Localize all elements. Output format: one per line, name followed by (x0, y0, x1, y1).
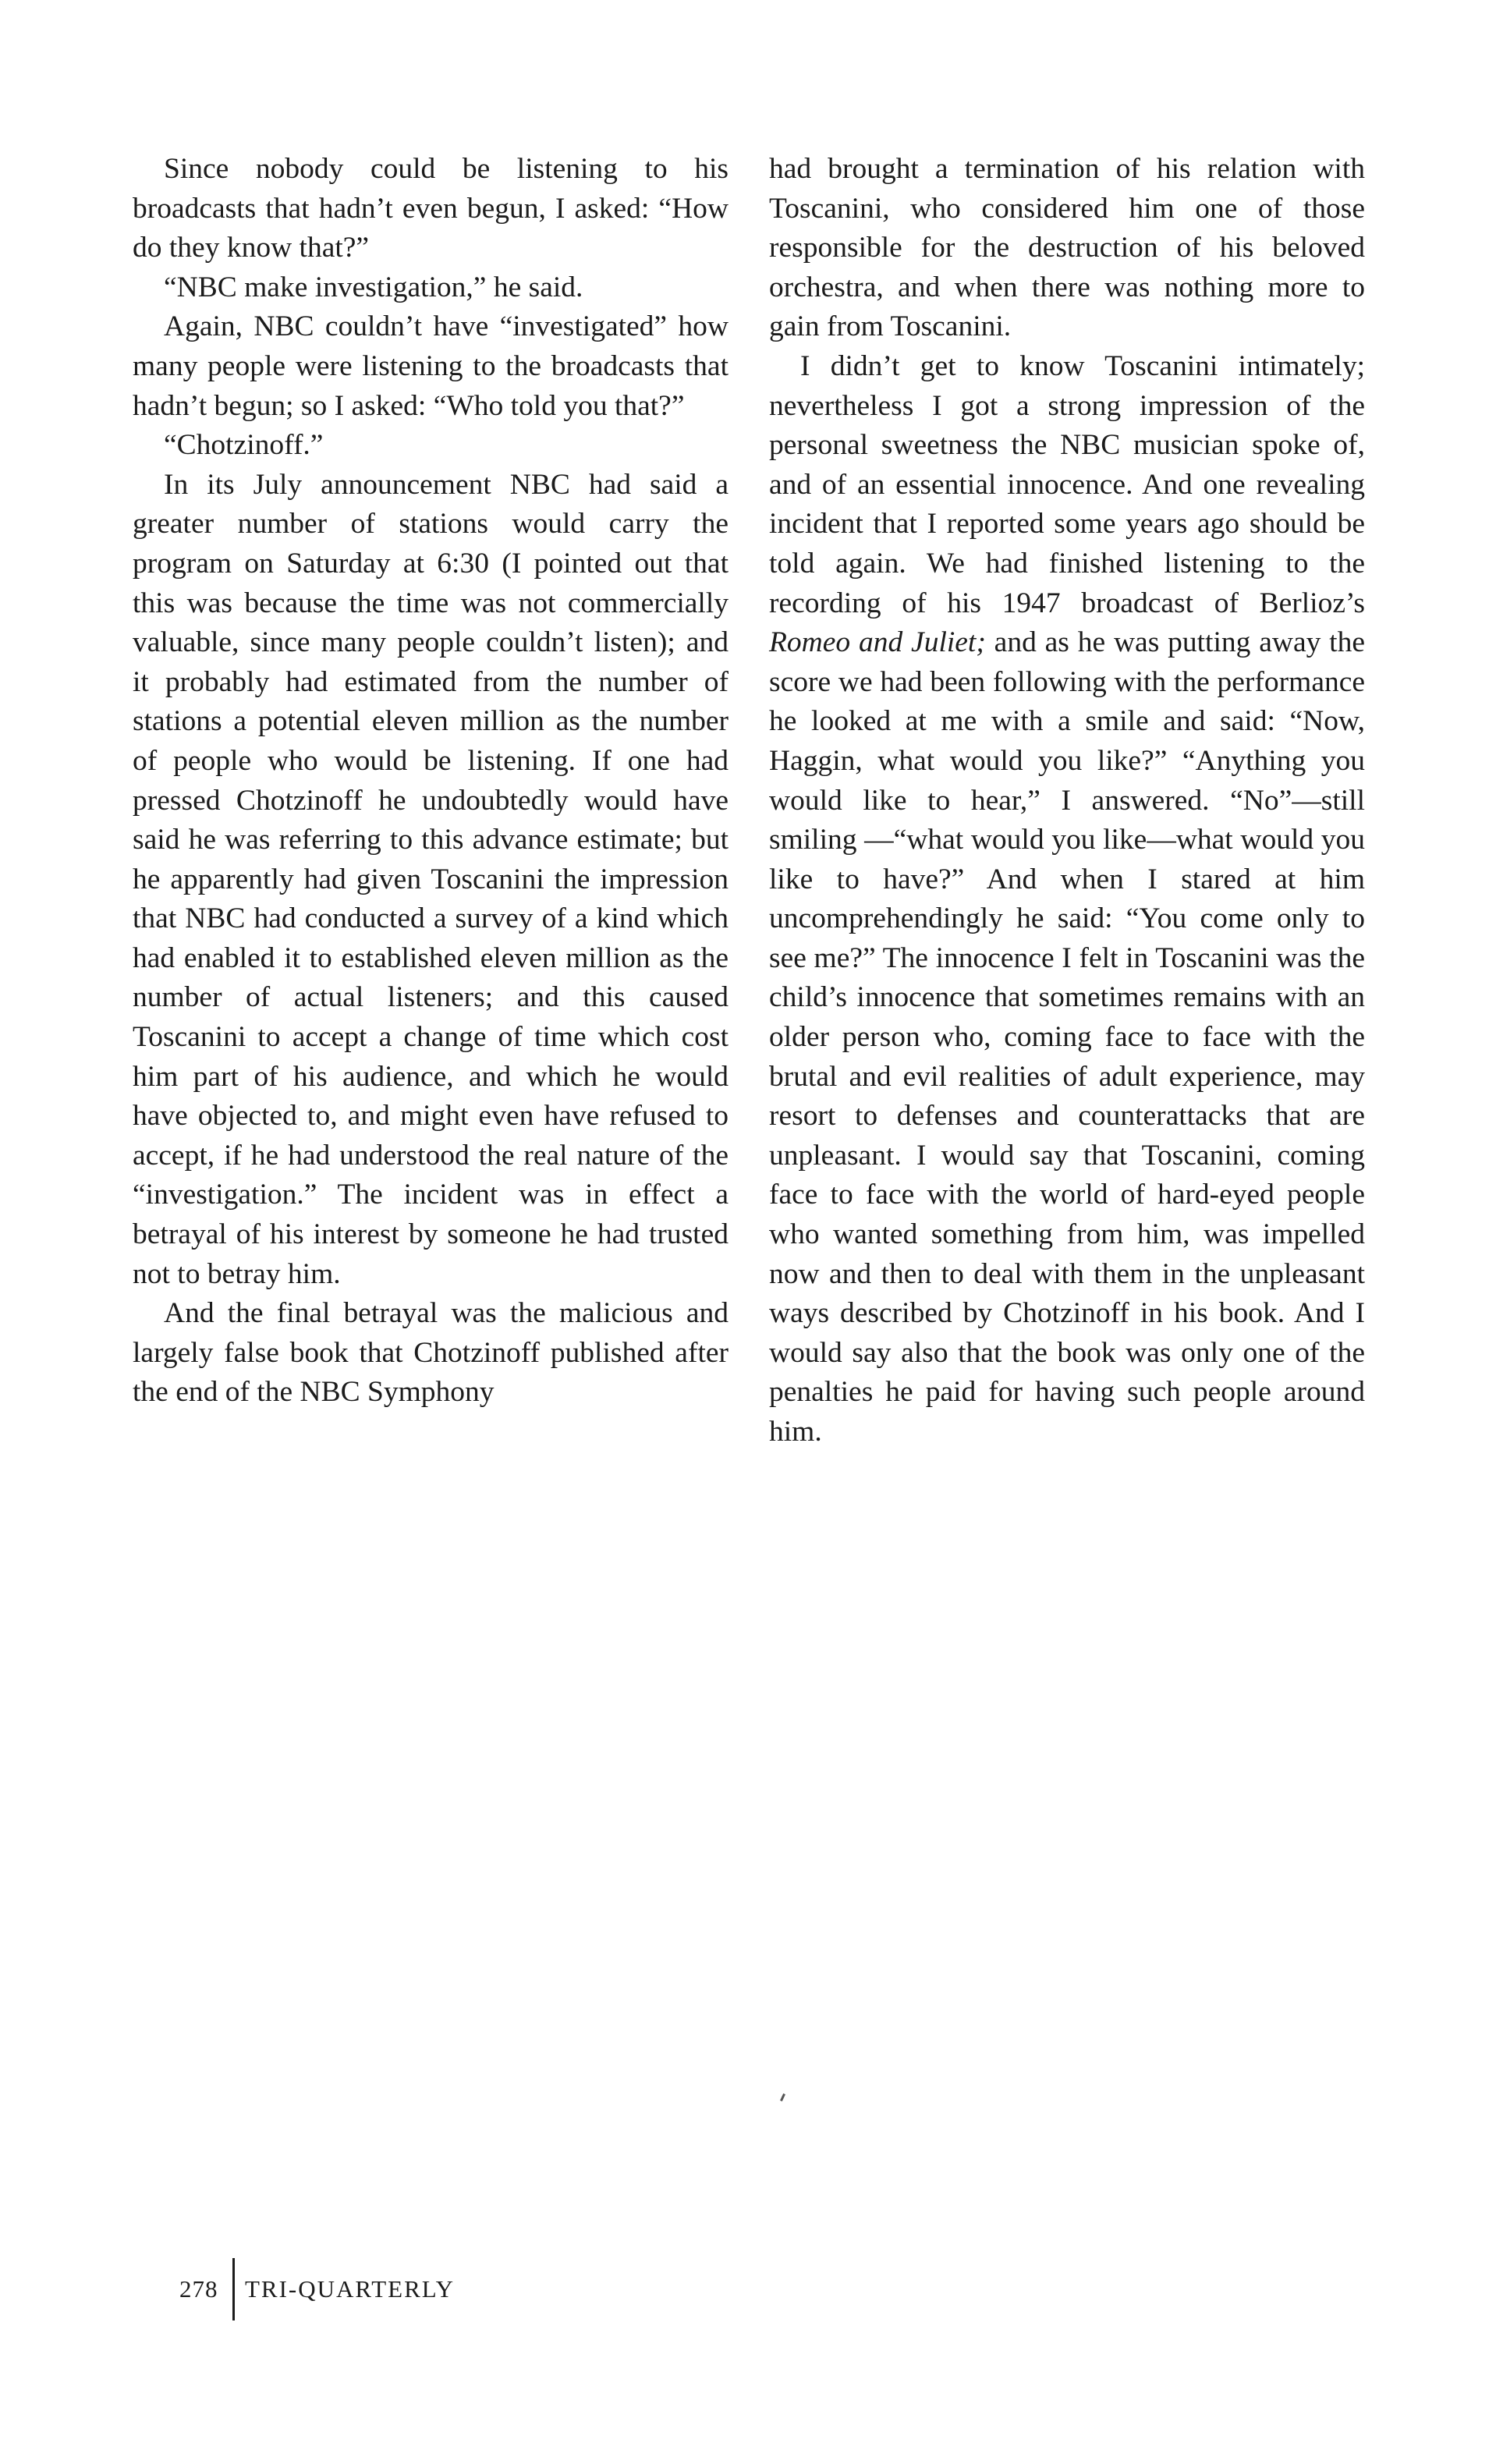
paragraph (769, 347, 1365, 1452)
paragraph: Since nobody could be listening to his broadcasts that hadn’t even begun, I asked: “How do they know that?” (133, 153, 729, 264)
left-text-column (133, 150, 729, 1413)
work-title: Romeo and Juliet; (769, 626, 986, 659)
text-run: and as he was putting away the score we had been following with the performance he looked at me with a smile and said: “Now, Haggin, what would you like?” “Anything you would like to hear,” I answered. “No”—still smiling —“what would you like—what would you like to have?” And when I stared at him uncomprehendingly he said: “You come only to see me?” The innocence I felt in Toscanini was the child’s innocence that sometimes remains with an older person who, coming face to face with the brutal and evil realities of adult experience, may resort to defenses and counterattacks that are unpleasant. I would say that Toscanini, coming face to face with the world of hard-eyed people who wanted something from him, was impelled now and then to deal with them in the unpleasant ways described by Chotzinoff in his book. And I would say also that the book was only one of the penalties he paid for having such people around him. (769, 626, 1365, 1448)
paragraph-continued: had brought a termination of his relation with Toscanini, who considered him one of those responsible for the destruction of his beloved orchestra, and when there was nothing more to gain from Toscanini. (769, 153, 1365, 343)
paragraph: “NBC make investigation,” he said. (164, 271, 583, 303)
page-number: 278 (179, 2275, 218, 2303)
right-text-column (769, 150, 1365, 1452)
paragraph: “Chotzinoff.” (164, 429, 324, 462)
stray-ink-mark (780, 2094, 785, 2101)
paragraph: In its July announcement NBC had said a greater number of stations would carry the program on Saturday at 6:30 (I pointed out that this was because the time was not commercially valuable, since many people couldn’t listen); and it probably had estimated from the number of stations a potential eleven million as the number of people who would be listening. If one had pressed Chotzinoff he undoubtedly would have said he was referring to this advance estimate; but he apparently had given Toscanini the impression that NBC had conducted a survey of a kind which had enabled it to established eleven million as the number of actual listeners; and this caused Toscanini to accept a change of time which cost him part of his audience, and which he would have objected to, and might even have refused to accept, if he had understood the real nature of the “investigation.” The incident was in effect a betrayal of his interest by someone he had trusted not to betray him. (133, 468, 729, 1290)
footer-divider (232, 2258, 235, 2320)
running-head: TRI-QUARTERLY (245, 2275, 456, 2303)
text-run: I didn’t get to know Toscanini intimately; nevertheless I got a strong impression of the personal sweetness the NBC musician spoke of, and of an essential innocence. And one revealing incident that I reported some years ago should be told again. We had finished listening to the recording of his 1947 broadcast of Berlioz’s (769, 349, 1365, 619)
paragraph: And the final betrayal was the malicious and largely false book that Chotzinoff published after the end of the NBC Symphony (133, 1297, 729, 1409)
paragraph: Again, NBC couldn’t have “investigated” how many people were listening to the broadcasts that hadn’t begun; so I asked: “Who told you that?” (133, 310, 729, 422)
